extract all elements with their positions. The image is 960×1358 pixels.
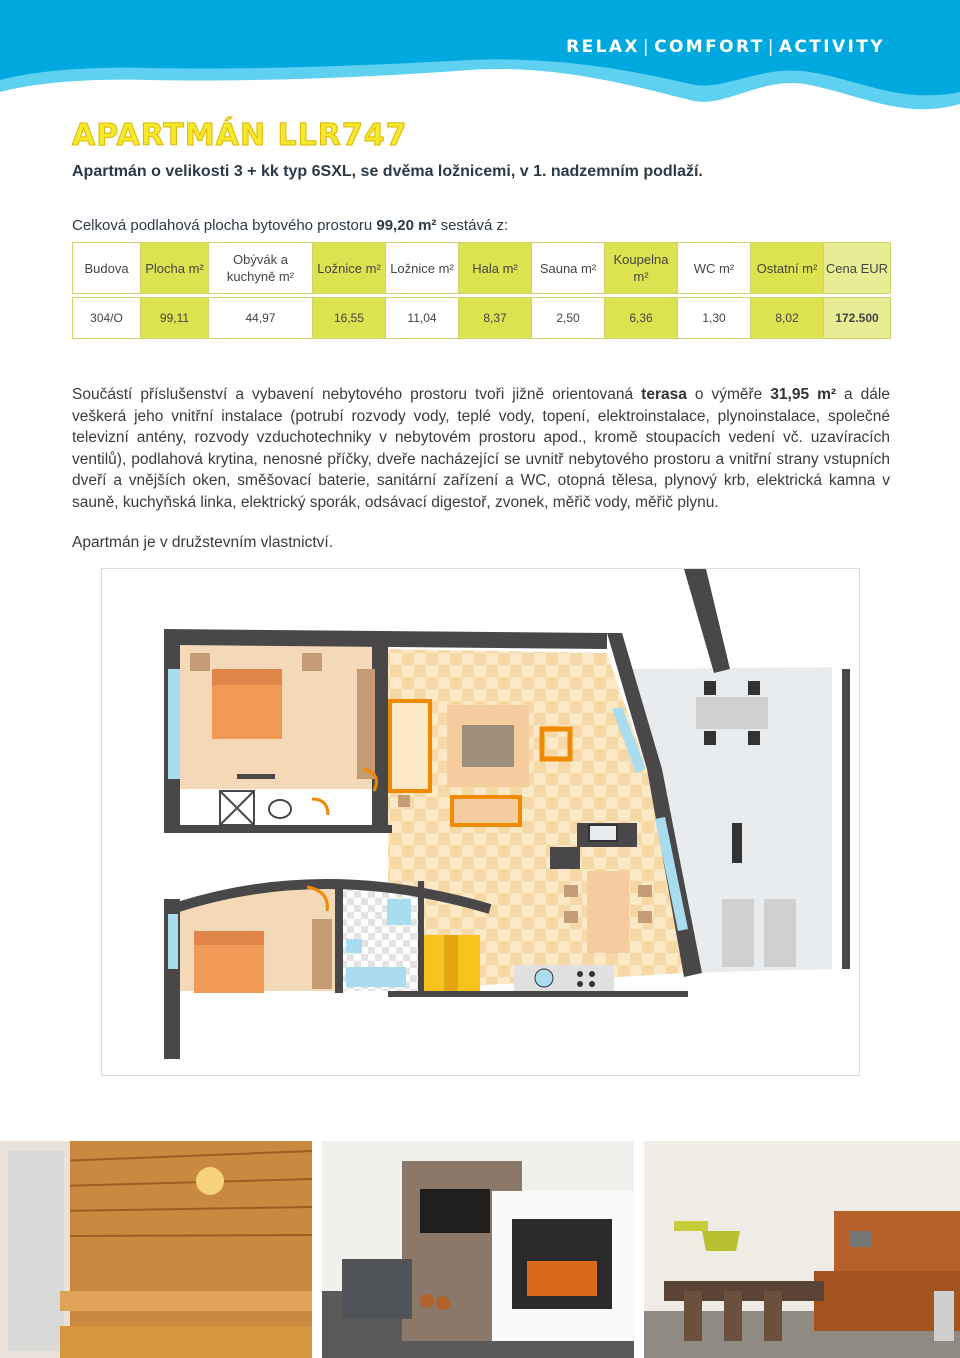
description-paragraph [72, 384, 890, 513]
table-cell: 99,11 [141, 298, 209, 339]
bedroom-1-floor [180, 643, 388, 789]
header-tagline [566, 37, 885, 57]
floor-plan-drawing [102, 569, 859, 1075]
page-title: APARTMÁN LLR747 [72, 118, 408, 153]
ownership-note: Apartmán je v družstevním vlastnictví. [72, 534, 334, 551]
desc-part2: o výměře [686, 386, 771, 403]
area-suffix: sestává z: [440, 217, 509, 234]
table-header-cell: Sauna m² [532, 243, 605, 294]
area-prefix: Celková podlahová plocha bytového prostoru [72, 217, 377, 234]
table-cell: 16,55 [313, 298, 386, 339]
price-cell: 172.500 [824, 298, 891, 339]
table-header-cell: Cena EUR [824, 243, 891, 294]
area-value: 99,20 m² [376, 217, 441, 234]
table-header-cell: Ložnice m² [313, 243, 386, 294]
table-header-cell: Ostatní m² [751, 243, 824, 294]
table-cell: 8,02 [751, 298, 824, 339]
table-header-cell: WC m² [678, 243, 751, 294]
floor-plan [101, 568, 860, 1076]
table-cell: 8,37 [459, 298, 532, 339]
fireplace-photo [322, 1141, 634, 1358]
table-cell: 2,50 [532, 298, 605, 339]
table-header-cell: Obývák a kuchyně m² [209, 243, 313, 294]
kitchen-dining-photo [644, 1141, 960, 1358]
desc-part1: Součástí příslušenství a vybavení nebytového prostoru tvoři jižně orientovaná [72, 386, 642, 403]
terrace-label: terasa [641, 386, 687, 403]
tagline-comfort: COMFORT [654, 37, 765, 57]
desc-part3: a dále veškerá jeho vnitřní instalace (potrubí rozvody vody, teplé vody, topení, elektroinstalace, plynoinstalace, společné televizní antény, rozvody vzduchotechniky v nebytovém prostoru apod., kromě stoupacích vedení vč. uzavíracích ventilů), podlahová krytina, nenosné příčky, dveře nacházející se uvnitř nebytového prostoru a vnitřní strany vstupních dveří a vnějších oken, směšovací baterie, sanitární zařízení a WC, otopná tělesa, plynový krb, elektrická kamna v sauně, kuchyňská linka, elektrický sporák, odsávací digestoř, zvonek, měřič vody, měřič plynu. [72, 386, 890, 511]
table-header-cell: Plocha m² [141, 243, 209, 294]
table-header-cell: Hala m² [459, 243, 532, 294]
table-cell: 1,30 [678, 298, 751, 339]
sauna-photo [0, 1141, 312, 1358]
page-subtitle: Apartmán o velikosti 3 + kk typ 6SXL, se dvěma ložnicemi, v 1. nadzemním podlaží. [72, 163, 703, 180]
table-cell: 6,36 [605, 298, 678, 339]
table-row [73, 298, 891, 339]
table-header-row [73, 243, 891, 294]
tagline-separator: | [767, 37, 776, 57]
table-header-cell: Ložnice m² [386, 243, 459, 294]
table-cell: 44,97 [209, 298, 313, 339]
area-summary [72, 217, 508, 234]
tagline-separator: | [642, 37, 652, 57]
tagline-relax: RELAX [566, 37, 640, 57]
tagline-activity: ACTIVITY [778, 37, 885, 57]
table-cell: 304/O [73, 298, 141, 339]
terrace-area: 31,95 m² [770, 386, 837, 403]
table-header-cell: Koupelna m² [605, 243, 678, 294]
table-cell: 11,04 [386, 298, 459, 339]
area-table [72, 242, 891, 339]
table-header-cell: Budova [73, 243, 141, 294]
